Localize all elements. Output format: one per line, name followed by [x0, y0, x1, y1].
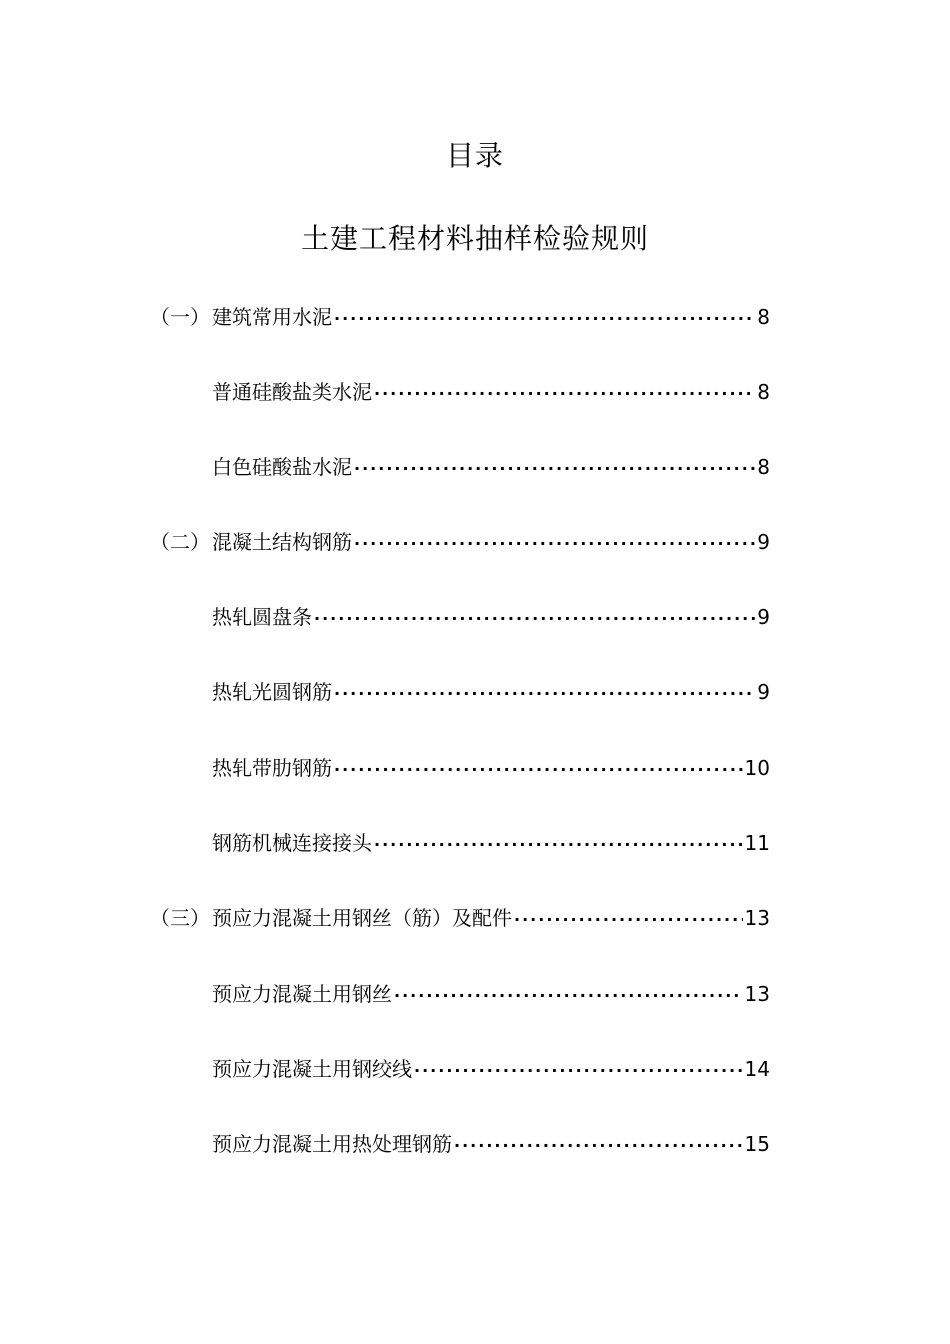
toc-entry-page: 8 [757, 455, 770, 479]
toc-entry[interactable] [212, 828, 770, 858]
page-title: 目录 [445, 139, 504, 172]
toc-entry-page: 10 [744, 756, 770, 780]
toc-entry[interactable] [212, 377, 770, 407]
toc-entry-page: 15 [744, 1132, 770, 1156]
toc-entry-text: 预应力混凝土用钢丝 [212, 982, 392, 1006]
toc-entry[interactable] [150, 302, 770, 332]
toc-entry-text: 热轧圆盘条 [212, 605, 312, 629]
toc-dot-leader [414, 1056, 743, 1086]
toc-entry[interactable] [212, 452, 770, 482]
toc-dot-leader [374, 379, 755, 409]
toc-entry-text: 热轧光圆钢筋 [212, 680, 332, 704]
toc-entry[interactable] [150, 903, 770, 933]
toc-dot-leader [514, 905, 743, 935]
toc-dot-leader [354, 529, 755, 559]
toc-entry[interactable] [212, 753, 770, 783]
document-subtitle: 土建工程材料抽样检验规则 [300, 222, 649, 255]
toc-dot-leader [374, 830, 743, 860]
toc-entry-page: 14 [744, 1057, 770, 1081]
toc-entry-text: 预应力混凝土用热处理钢筋 [212, 1132, 452, 1156]
toc-entry[interactable] [212, 1129, 770, 1159]
toc-entry-text: 钢筋机械连接接头 [212, 831, 372, 855]
toc-entry-page: 8 [757, 380, 770, 404]
toc-entry-page: 13 [744, 906, 770, 930]
toc-entry-text: 白色硅酸盐水泥 [212, 455, 352, 479]
toc-entry-number: （二） [150, 530, 210, 554]
toc-dot-leader [314, 604, 755, 634]
toc-entry-page: 13 [744, 982, 770, 1006]
toc-entry[interactable] [212, 979, 770, 1009]
toc-entry-text: 普通硅酸盐类水泥 [212, 380, 372, 404]
toc-entry-page: 9 [757, 605, 770, 629]
toc-dot-leader [454, 1131, 743, 1161]
toc-entry-text: 预应力混凝土用钢绞线 [212, 1057, 412, 1081]
toc-entry[interactable] [212, 677, 770, 707]
toc-entry-text: 热轧带肋钢筋 [212, 756, 332, 780]
toc-entry-page: 9 [757, 680, 770, 704]
toc-dot-leader [354, 454, 755, 484]
toc-entry[interactable] [212, 602, 770, 632]
toc-dot-leader [394, 981, 743, 1011]
toc-dot-leader [334, 755, 743, 785]
toc-entry[interactable] [150, 527, 770, 557]
toc-dot-leader [334, 679, 755, 709]
toc-entry-text: 建筑常用水泥 [212, 305, 332, 329]
toc-entry-page: 8 [757, 305, 770, 329]
toc-entry-text: 预应力混凝土用钢丝（筋）及配件 [212, 906, 512, 930]
toc-entry-text: 混凝土结构钢筋 [212, 530, 352, 554]
toc-entry-page: 11 [744, 831, 770, 855]
toc-entry-page: 9 [757, 530, 770, 554]
toc-entry-number: （三） [150, 906, 210, 930]
toc-dot-leader [334, 304, 755, 334]
toc-entry-number: （一） [150, 305, 210, 329]
toc-entry[interactable] [212, 1054, 770, 1084]
